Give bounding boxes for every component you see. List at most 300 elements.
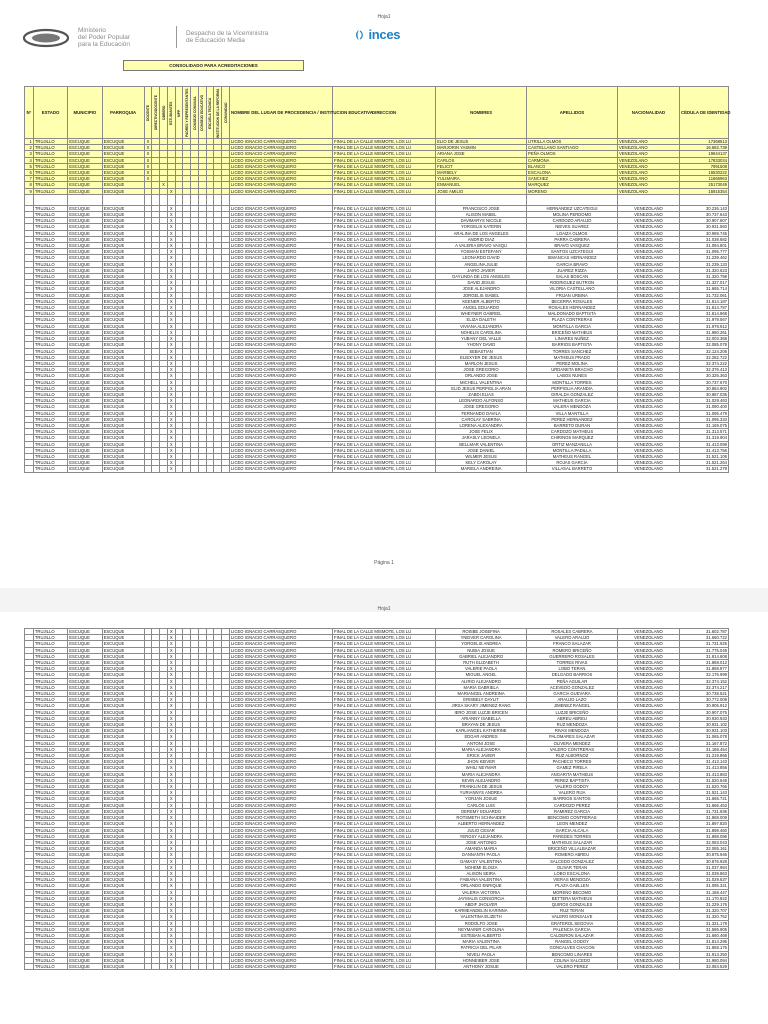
table-cell: TRUJILLO [33,889,67,895]
accreditation-table-continued [24,628,729,970]
table-cell: FINAL DE LA CALLE MISMOTE, LOS LU [333,647,436,653]
table-cell: VENEZOLANO [617,367,679,373]
table-cell: ESCUQUE [68,672,102,678]
table-cell: ESCUQUE [102,292,144,298]
table-cell: EDGAR ANDRES [436,734,527,740]
table-cell: X [167,298,175,304]
table-cell: 31.320.623 [680,267,729,273]
table-cell: LICEO IGNACIO CARRASQUERO [229,951,332,957]
table-cell: FINAL DE LA CALLE MISMOTE, LOS LU [333,852,436,858]
table-cell: PARRA CABRERA [527,236,618,242]
table-cell: 32.124.206 [680,348,729,354]
table-cell: 30.737.643 [680,212,729,218]
table-cell: FINAL DE LA CALLE MISMOTE, LOS LU [333,139,436,145]
table-cell [68,194,102,205]
table-cell: FINAL DE LA CALLE MISMOTE, LOS LU [333,391,436,397]
table-cell: ROJAS GARCIA [527,460,618,466]
table-cell: LICEO IGNACIO CARRASQUERO [229,176,332,182]
table-cell: FINAL DE LA CALLE MISMOTE, LOS LU [333,808,436,814]
table-cell: TRUJILLO [33,635,67,641]
table-cell: FINAL DE LA CALLE MISMOTE, LOS LU [333,416,436,422]
table-cell: ESCUQUE [102,157,144,163]
table-cell: 31.520.766 [680,784,729,790]
table-cell: X [167,914,175,920]
table-cell: TRUJILLO [33,709,67,715]
table-cell: 31.980.094 [680,957,729,963]
column-header: CONSEJO COMUNAL [191,87,199,139]
table-cell: TRUJILLO [33,777,67,783]
table-cell: TRUJILLO [33,939,67,945]
table-cell: VENEZOLANO [617,914,679,920]
table-cell: TRUJILLO [33,373,67,379]
table-cell: TRUJILLO [33,697,67,703]
table-cell: X [144,157,152,163]
table-cell: 31.898.096 [680,833,729,839]
table-cell: ESCUQUE [102,145,144,151]
table-cell: 32.085.161 [680,846,729,852]
table-cell: ESCUQUE [68,176,102,182]
table-cell: FINAL DE LA CALLE MISMOTE, LOS LU [333,666,436,672]
table-cell: GABRIEL ALEJANDRO [436,653,527,659]
table-cell: AMANDA MARIA [436,846,527,852]
table-cell: MIGUEL ANGEL [436,672,527,678]
table-cell: FINAL DE LA CALLE MISMOTE, LOS LU [333,697,436,703]
table-cell: 31.413.856 [680,765,729,771]
table-cell: X [167,230,175,236]
table-cell: TRUJILLO [33,460,67,466]
table-cell: ESCUQUE [102,629,144,635]
table-cell [183,194,191,205]
table-cell: 30.236.143 [680,205,729,211]
table-cell: ABREU ABREU [527,715,618,721]
table-cell: FINAL DE LA CALLE MISMOTE, LOS LU [333,901,436,907]
table-cell: VENEZOLANO [617,139,679,145]
table-cell: FINAL DE LA CALLE MISMOTE, LOS LU [333,895,436,901]
table-cell: PEREZ HERNANDEZ [527,416,618,422]
table-cell: FINAL DE LA CALLE MISMOTE, LOS LU [333,883,436,889]
table-cell: ESCUQUE [102,796,144,802]
table-cell: TRUJILLO [33,703,67,709]
table-cell: FINAL DE LA CALLE MISMOTE, LOS LU [333,784,436,790]
table-cell: ESCUQUE [102,709,144,715]
table-cell: ESCUQUE [102,354,144,360]
table-cell: ELIO DE JESUS [436,139,527,145]
table-cell: 19644137 [680,151,729,157]
table-cell: VENEZOLANO [617,145,679,151]
table-cell: X [144,145,152,151]
table-cell: ESCUQUE [102,236,144,242]
table-cell: FINAL DE LA CALLE MISMOTE, LOS LU [333,410,436,416]
table-cell: X [167,453,175,459]
table-cell: LICEO IGNACIO CARRASQUERO [229,429,332,435]
table-cell: X [167,765,175,771]
table-cell: LICEO IGNACIO CARRASQUERO [229,920,332,926]
table-cell [214,963,222,969]
table-cell: ESCUQUE [102,404,144,410]
table-cell: VENEZOLANO [617,852,679,858]
table-cell [617,194,679,205]
table-cell: X [144,163,152,169]
table-cell: X [167,932,175,938]
table-cell: RUZ TERAN [527,908,618,914]
table-cell: FINAL DE LA CALLE MISMOTE, LOS LU [333,441,436,447]
table-cell: FINAL DE LA CALLE MISMOTE, LOS LU [333,311,436,317]
table-cell: TRUJILLO [33,317,67,323]
table-cell: X [167,691,175,697]
table-cell [333,194,436,205]
column-header: CÉDULA DE IDENTIDAD [680,87,729,139]
table-cell: LICEO IGNACIO CARRASQUERO [229,466,332,472]
table-cell: LICEO IGNACIO CARRASQUERO [229,877,332,883]
table-cell: ESCALONA [527,170,618,176]
table-cell: LICEO IGNACIO CARRASQUERO [229,734,332,740]
table-cell: TRUJILLO [33,354,67,360]
table-cell: 5 [25,163,34,169]
table-cell: VENEZOLANO [617,342,679,348]
table-cell: YOSMAN ESTEFANY [436,249,527,255]
table-cell: RAMIREZ GARCIA [527,808,618,814]
table-cell: LICEO IGNACIO CARRASQUERO [229,317,332,323]
table-cell: LICEO IGNACIO CARRASQUERO [229,182,332,188]
table-cell: ESCUQUE [68,255,102,261]
table-cell: ESCUQUE [68,398,102,404]
table-cell: FINAL DE LA CALLE MISMOTE, LOS LU [333,839,436,845]
table-cell: ESCUQUE [102,684,144,690]
table-cell: LICEO IGNACIO CARRASQUERO [229,410,332,416]
table-cell: LICEO IGNACIO CARRASQUERO [229,447,332,453]
table-cell: X [167,205,175,211]
table-cell: TRUJILLO [33,379,67,385]
table-cell: LICEO IGNACIO CARRASQUERO [229,188,332,194]
table-cell [167,194,175,205]
table-cell: 31.413.143 [680,759,729,765]
table-cell: VENEZOLANO [617,157,679,163]
table-cell: X [167,305,175,311]
table-cell: X [167,261,175,267]
table-cell: TRUJILLO [33,391,67,397]
table-cell: ESCUQUE [102,790,144,796]
table-cell: FABIANA VALENTINA [436,877,527,883]
table-cell: VENEZOLANO [617,647,679,653]
table-cell: FINAL DE LA CALLE MISMOTE, LOS LU [333,460,436,466]
table-cell: FINAL DE LA CALLE MISMOTE, LOS LU [333,205,436,211]
table-cell: FINAL DE LA CALLE MISMOTE, LOS LU [333,790,436,796]
table-cell: SALAS BOSCAN [527,274,618,280]
table-cell: FINAL DE LA CALLE MISMOTE, LOS LU [333,323,436,329]
table-cell: ESCUQUE [68,441,102,447]
table-cell: X [167,790,175,796]
table-cell: LICEO IGNACIO CARRASQUERO [229,280,332,286]
vice-ministry-line-2: de Educación Media [186,37,245,44]
table-cell: VENEZOLANO [617,641,679,647]
table-cell: VENEZOLANO [617,635,679,641]
document-title: CONSOLIDADO PARA ACREDITACIONES [123,60,304,71]
table-cell: ANTHONY JOSUE [436,963,527,969]
table-cell: SALCEDO GONZALEZ [527,858,618,864]
table-cell: VENEZOLANO [617,255,679,261]
table-cell: ARALINA DE LOS ANGELES [436,230,527,236]
table-cell: TRUJILLO [33,243,67,249]
table-cell: GUERRERO ROSALES [527,653,618,659]
table-cell: VENEZOLANO [617,170,679,176]
table-cell: TRUJILLO [33,212,67,218]
table-cell: ROSALES HERNANDEZ [527,305,618,311]
table-cell: TRUJILLO [33,914,67,920]
table-cell: MARQUEZ [527,182,618,188]
table-cell: TRUJILLO [33,796,67,802]
table-cell: FINAL DE LA CALLE MISMOTE, LOS LU [333,342,436,348]
table-cell [160,963,168,969]
table-cell: CARMONA [527,157,618,163]
table-cell: LICEO IGNACIO CARRASQUERO [229,212,332,218]
table-cell: 31.665.721 [680,796,729,802]
table-cell: ESCUQUE [102,635,144,641]
table-cell: X [167,864,175,870]
table-cell: JARASLY LEONELA [436,435,527,441]
table-cell: 31.586.905 [680,926,729,932]
table-cell: ESCUQUE [102,883,144,889]
table-cell: 30.738.521 [680,691,729,697]
table-cell: ACEVEDO GONZALEZ [527,684,618,690]
table-cell: ESCUQUE [68,647,102,653]
table-cell: TRUJILLO [33,170,67,176]
table-cell: X [167,771,175,777]
table-cell: CARDOZO ARAUJO [527,218,618,224]
table-cell: FINAL DE LA CALLE MISMOTE, LOS LU [333,163,436,169]
table-row [25,466,729,472]
table-cell: LICEO IGNACIO CARRASQUERO [229,236,332,242]
table-cell: JOSE DANIEL [436,447,527,453]
table-cell: LICEO IGNACIO CARRASQUERO [229,398,332,404]
table-cell: ESCUQUE [102,435,144,441]
table-cell: ESCUQUE [102,367,144,373]
table-cell: VENEZOLANO [617,722,679,728]
table-cell: VENEZOLANO [617,453,679,459]
table-cell: WHILI NEYMAR [436,765,527,771]
table-cell: RANGEL GODOY [527,939,618,945]
table-cell: VALENTINA ELIZETH [436,914,527,920]
table-cell: VENEZOLANO [617,709,679,715]
table-cell: X [167,243,175,249]
table-cell: TRUJILLO [33,951,67,957]
table-cell: FINAL DE LA CALLE MISMOTE, LOS LU [333,188,436,194]
table-cell: VENEZOLANO [617,815,679,821]
table-cell: X [167,286,175,292]
table-cell: MOLINA PERDOMO [527,212,618,218]
table-cell: 30.931.103 [680,728,729,734]
table-cell: X [167,870,175,876]
table-cell: ESCUQUE [102,715,144,721]
table-cell: MATHEUS RANGEL [527,453,618,459]
table-cell: X [167,703,175,709]
table-cell: X [167,815,175,821]
table-cell: NEYMAINIR CAROLINA [436,926,527,932]
table-cell: FRIJAN URBINA [527,292,618,298]
table-cell: 31.979.912 [680,323,729,329]
column-header: CONSEJO EDUCATIVO [198,87,206,139]
table-cell: FINAL DE LA CALLE MISMOTE, LOS LU [333,182,436,188]
table-cell: X [167,249,175,255]
column-header: INSTITUCION DE LA REFORMA [215,87,220,138]
table-cell: BARRIOS SANTOS [527,796,618,802]
table-cell: VENEZOLANO [617,777,679,783]
table-cell: X [167,926,175,932]
table-cell: 30.905.912 [680,703,729,709]
table-cell: 31.037.984 [680,864,729,870]
table-cell: LEONARDO ALFONSO [436,398,527,404]
table-cell: LICEO IGNACIO CARRASQUERO [229,292,332,298]
table-cell: TRUJILLO [33,870,67,876]
table-cell: 31.321.178 [680,920,729,926]
table-cell: X [167,435,175,441]
table-cell: ESCUQUE [102,939,144,945]
table-cell: 31.521.106 [680,453,729,459]
table-cell: LICEO IGNACIO CARRASQUERO [229,348,332,354]
table-cell: ESCUQUE [68,697,102,703]
table-cell: X [167,734,175,740]
table-cell: ESCUQUE [102,784,144,790]
table-cell: LICEO IGNACIO CARRASQUERO [229,163,332,169]
table-cell: KEENER ALBERTO [436,298,527,304]
table-cell: FINAL DE LA CALLE MISMOTE, LOS LU [333,224,436,230]
table-cell: ORTIZ MANZANILLA [527,441,618,447]
table-cell: LICEO IGNACIO CARRASQUERO [229,827,332,833]
table-cell: MONTILLA TORRES [527,379,618,385]
table-cell: X [167,821,175,827]
table-cell: VENEZOLANO [617,666,679,672]
table-cell: 32.374.152 [680,678,729,684]
inces-swirl-icon [354,29,364,41]
table-cell: VENEZOLANO [617,441,679,447]
table-cell: VILLASAL BARRETO [527,466,618,472]
table-cell: X [167,212,175,218]
table-cell: ESCUQUE [102,360,144,366]
table-cell: X [167,883,175,889]
table-cell: 31.520.649 [680,777,729,783]
table-cell: TRUJILLO [33,435,67,441]
table-cell: ESTEBAN ALBERTO [436,932,527,938]
table-cell: ESCUQUE [102,317,144,323]
table-cell: BETTERA MATHEUS [527,895,618,901]
table-cell: VENEZOLANO [617,821,679,827]
table-cell: VENEZOLANO [617,740,679,746]
table-cell: ESCUQUE [102,453,144,459]
table-cell: VENEZOLANO [617,317,679,323]
table-cell: VENEZOLANO [617,734,679,740]
table-cell: ESCUQUE [68,963,102,969]
table-cell: VENEZOLANO [617,311,679,317]
table-cell: ESCUQUE [68,870,102,876]
table-cell: ALISON SEIRA [436,870,527,876]
table-cell: LICEO IGNACIO CARRASQUERO [229,932,332,938]
table-cell: 31.239.133 [680,261,729,267]
table-cell: ESCUQUE [68,212,102,218]
table-cell: VENEZOLANO [617,466,679,472]
table-cell: LICEO IGNACIO CARRASQUERO [229,790,332,796]
table-cell: X [144,151,152,157]
table-cell [144,194,152,205]
table-cell: ESCUQUE [68,151,102,157]
table-cell: ESCUQUE [68,416,102,422]
table-cell: VENEZOLANO [617,447,679,453]
table-cell: X [167,728,175,734]
table-cell: ESCUQUE [68,447,102,453]
sheet-header: Hoja1 [377,14,391,20]
table-cell: ESCUQUE [68,182,102,188]
table-cell: DELGADO BARRIOS [527,672,618,678]
table-cell: VENEZOLANO [617,715,679,721]
table-cell [160,466,168,472]
table-cell: FINAL DE LA CALLE MISMOTE, LOS LU [333,145,436,151]
table-cell: ESCUQUE [102,777,144,783]
table-cell: X [167,348,175,354]
table-cell: VENEZOLANO [617,808,679,814]
table-cell: FINAL DE LA CALLE MISMOTE, LOS LU [333,170,436,176]
table-cell: ESCUQUE [102,858,144,864]
table-cell: 32.374.217 [680,684,729,690]
table-cell: ESCUQUE [102,218,144,224]
table-cell: FRANKLIN DE JESUS [436,784,527,790]
table-cell: LICEO IGNACIO CARRASQUERO [229,460,332,466]
table-cell: FINAL DE LA CALLE MISMOTE, LOS LU [333,653,436,659]
table-cell: FINAL DE LA CALLE MISMOTE, LOS LU [333,286,436,292]
table-cell: VENEZOLANO [617,274,679,280]
table-cell: GAMEZ PIRELA [527,765,618,771]
table-cell: LICEO IGNACIO CARRASQUERO [229,666,332,672]
table-cell: X [167,188,175,194]
table-cell: X [167,808,175,814]
table-cell: X [167,629,175,635]
table-cell: TRUJILLO [33,255,67,261]
table-cell: 31.775.049 [680,647,729,653]
table-cell: ESCUQUE [102,728,144,734]
ministry-line-2: del Poder Popular [78,34,131,41]
table-cell: VENEZOLANO [617,298,679,304]
table-cell: X [167,255,175,261]
table-cell: ESCUQUE [68,157,102,163]
table-cell: LICEO IGNACIO CARRASQUERO [229,914,332,920]
table-cell: FINAL DE LA CALLE MISMOTE, LOS LU [333,274,436,280]
table-cell: ESCUQUE [102,920,144,926]
table-cell: ESCUQUE [102,205,144,211]
table-cell: KEVIN ALEJANDRO [436,777,527,783]
table-cell: VALERIE PAOLA [436,666,527,672]
table-cell: ESCUQUE [102,466,144,472]
table-cell: TRUJILLO [33,466,67,472]
table-cell: LICEO IGNACIO CARRASQUERO [229,771,332,777]
column-header: MPP [175,87,183,139]
table-cell: FINAL DE LA CALLE MISMOTE, LOS LU [333,176,436,182]
table-cell: VENEZOLANO [617,753,679,759]
table-cell: BARRETO DURAN [527,422,618,428]
table-cell: 31.319.904 [680,435,729,441]
vice-ministry-text [186,30,268,44]
table-cell: TRUJILLO [33,790,67,796]
table-cell: FINAL DE LA CALLE MISMOTE, LOS LU [333,864,436,870]
table-cell: TRUJILLO [33,641,67,647]
table-cell: VALERO CONTRERAS [527,746,618,752]
table-cell: 31.980.261 [680,329,729,335]
table-cell: BRICEÑO VILLALBAZAR [527,846,618,852]
table-cell [206,194,214,205]
table-cell: X [167,672,175,678]
table-cell: MORENO BECOMO [527,889,618,895]
table-cell: X [167,777,175,783]
table-cell: VENEZOLANO [617,672,679,678]
table-cell: ESCUQUE [102,305,144,311]
table-cell: X [167,877,175,883]
table-cell: FINAL DE LA CALLE MISMOTE, LOS LU [333,151,436,157]
